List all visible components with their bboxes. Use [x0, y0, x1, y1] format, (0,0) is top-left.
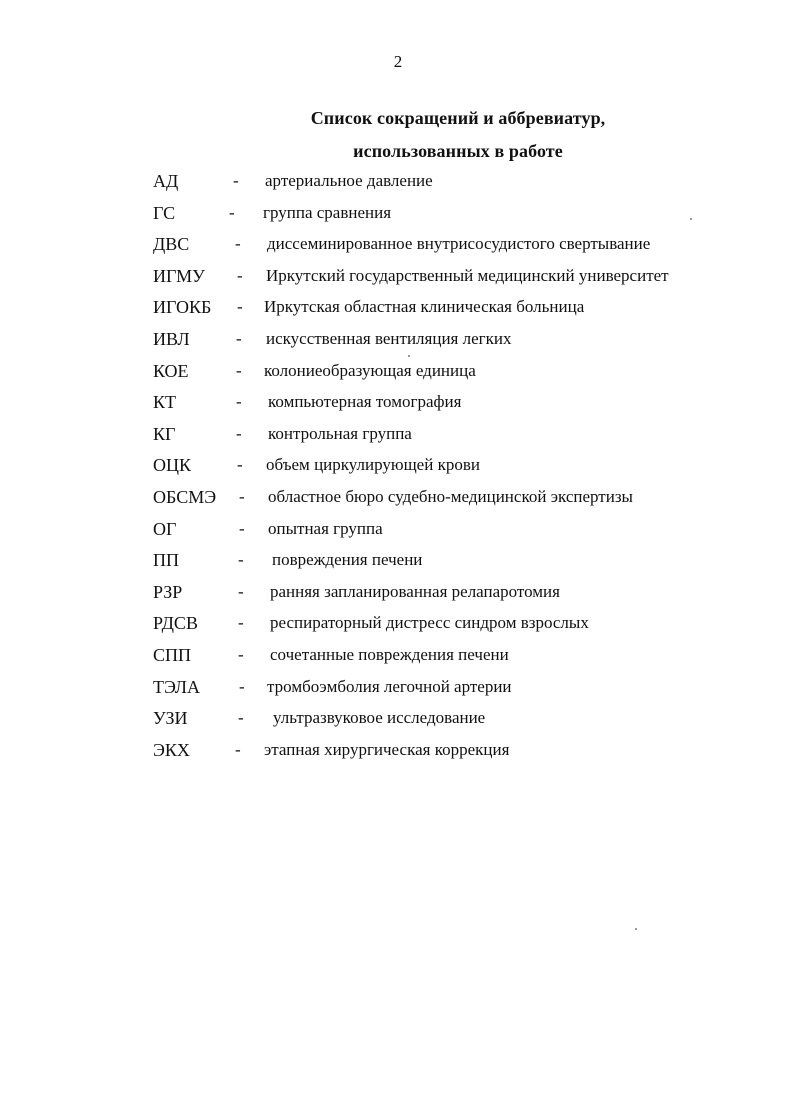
separator-dash: - [235, 234, 241, 254]
abbreviation-meaning: опытная группа [268, 518, 383, 538]
abbreviation-meaning: повреждения печени [272, 550, 423, 570]
list-item [0, 169, 796, 201]
separator-dash: - [238, 581, 244, 601]
abbreviation: ТЭЛА [153, 676, 200, 697]
separator-dash: - [236, 360, 242, 380]
abbreviation: ДВС [153, 234, 190, 255]
list-item [0, 706, 796, 738]
separator-dash: - [239, 518, 245, 538]
abbreviation: РДСВ [153, 613, 198, 634]
list-item [0, 232, 796, 264]
list-item [0, 327, 796, 359]
abbreviation-meaning: ультразвуковое исследование [273, 708, 486, 728]
list-item [0, 264, 796, 296]
abbreviation-meaning: областное бюро судебно-медицинской экспертизы [268, 486, 633, 506]
separator-dash: - [236, 328, 242, 348]
list-item [0, 295, 796, 327]
abbreviation: ЭКХ [153, 739, 190, 760]
separator-dash: - [238, 644, 244, 664]
separator-dash: - [235, 739, 241, 759]
abbreviation: КТ [153, 392, 177, 413]
separator-dash: - [237, 265, 243, 285]
abbreviation: РЗР [153, 581, 183, 602]
list-item [0, 359, 796, 391]
abbreviation-meaning: контрольная группа [268, 423, 412, 443]
list-item [0, 580, 796, 612]
abbreviation: ИГМУ [153, 265, 205, 286]
list-item [0, 738, 796, 770]
page-title: Список сокращений и аббревиатур, [310, 108, 606, 128]
scan-speck [408, 355, 410, 357]
list-item [0, 643, 796, 675]
abbreviation-meaning: группа сравнения [263, 202, 392, 222]
scan-speck [690, 218, 692, 220]
abbreviation: ГС [153, 202, 176, 223]
abbreviation-meaning: сочетанные повреждения печени [270, 644, 509, 664]
scan-speck [635, 928, 637, 930]
list-item [0, 390, 796, 422]
abbreviation: ИГОКБ [153, 297, 212, 318]
separator-dash: - [237, 455, 243, 475]
list-item [0, 485, 796, 517]
list-item [0, 453, 796, 485]
abbreviation: УЗИ [153, 708, 188, 729]
separator-dash: - [238, 550, 244, 570]
abbreviation: ОГ [153, 518, 177, 539]
list-item [0, 611, 796, 643]
abbreviation: ОБСМЭ [153, 486, 217, 507]
separator-dash: - [237, 297, 243, 317]
list-item [0, 548, 796, 580]
abbreviation: КГ [153, 423, 176, 444]
abbreviation: КОЕ [153, 360, 189, 381]
abbreviation: ПП [153, 550, 179, 571]
abbreviation-meaning: компьютерная томография [268, 392, 462, 412]
separator-dash: - [236, 423, 242, 443]
abbreviation: АД [153, 171, 179, 191]
list-item [0, 422, 796, 454]
abbreviation-meaning: тромбоэмболия легочной артерии [267, 676, 512, 696]
page-subtitle: использованных в работе [353, 141, 563, 161]
abbreviation: СПП [153, 644, 192, 665]
page-number: 2 [393, 52, 403, 71]
separator-dash: - [238, 708, 244, 728]
abbreviation-meaning: колониеобразующая единица [264, 360, 476, 380]
abbreviation-meaning: этапная хирургическая коррекция [264, 739, 510, 759]
separator-dash: - [233, 171, 239, 190]
abbreviation-meaning: Иркутская областная клиническая больница [264, 297, 585, 317]
abbreviation-meaning: диссеминированное внутрисосудистого свертывание [267, 234, 651, 254]
abbreviation-meaning: артериальное давление [265, 171, 433, 190]
list-item [0, 201, 796, 233]
list-item [0, 675, 796, 707]
abbreviation-meaning: ранняя запланированная релапаротомия [270, 581, 560, 601]
separator-dash: - [239, 486, 245, 506]
abbreviation-meaning: Иркутский государственный медицинский университет [266, 265, 669, 285]
separator-dash: - [239, 676, 245, 696]
abbreviation: ОЦК [153, 455, 192, 476]
abbreviation-meaning: объем циркулирующей крови [266, 455, 480, 475]
abbreviation-list [0, 169, 796, 769]
abbreviation-meaning: респираторный дистресс синдром взрослых [270, 613, 589, 633]
abbreviation-meaning: искусственная вентиляция легких [266, 328, 512, 348]
list-item [0, 517, 796, 549]
separator-dash: - [236, 392, 242, 412]
separator-dash: - [238, 613, 244, 633]
abbreviation: ИВЛ [153, 328, 190, 349]
separator-dash: - [229, 202, 235, 222]
